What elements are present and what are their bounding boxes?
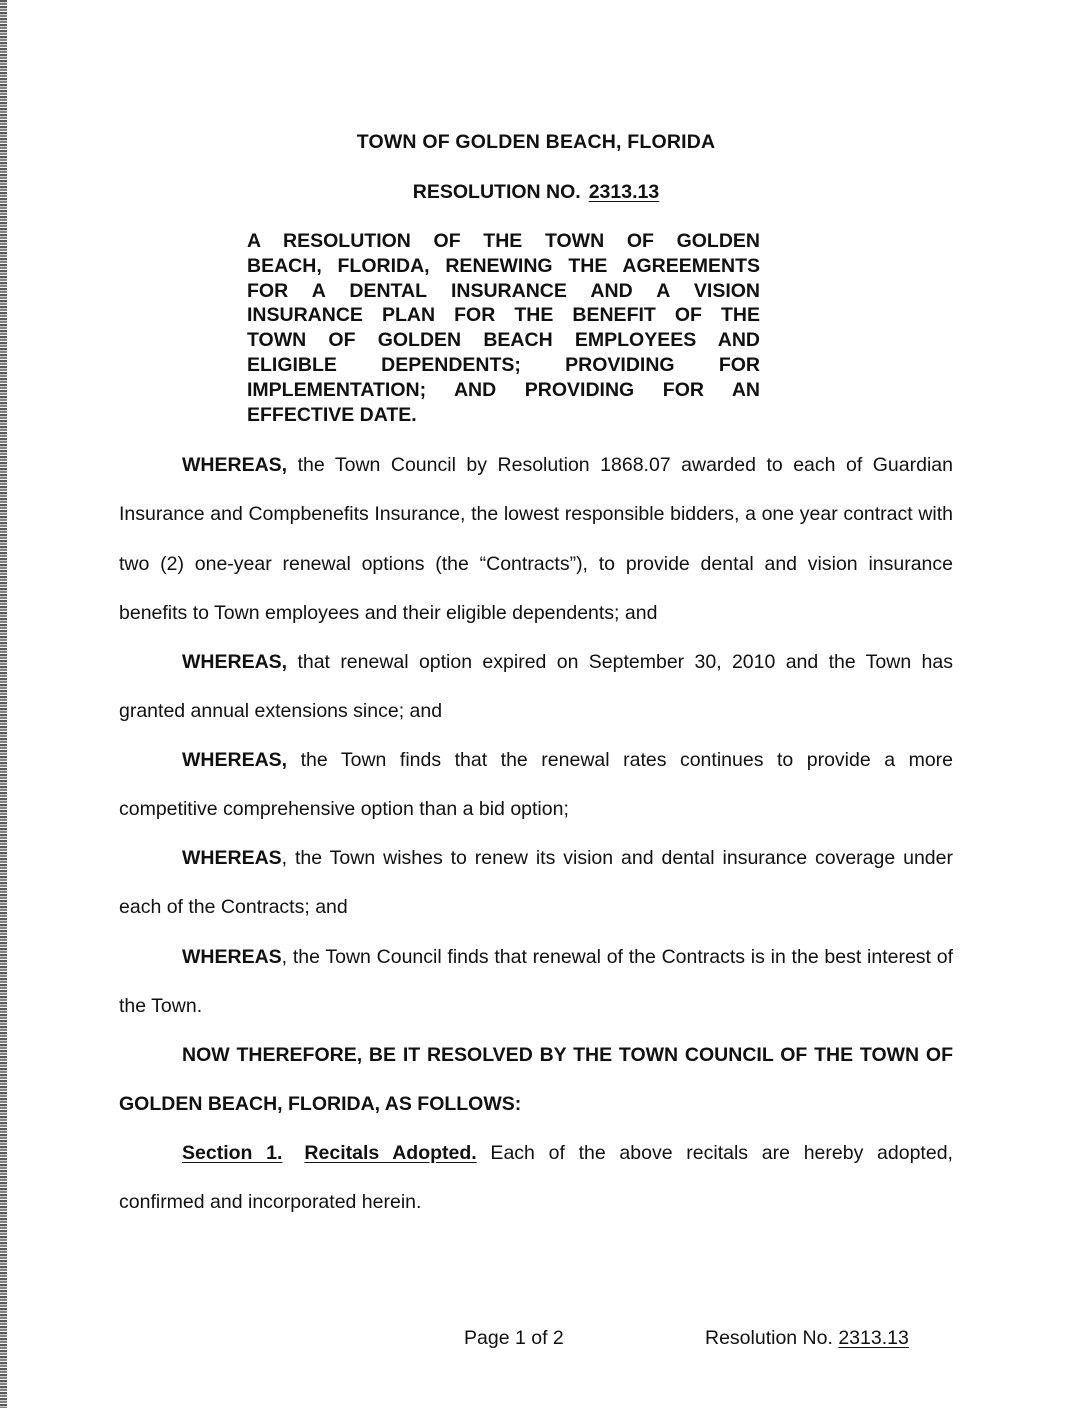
- footer-resolution-label: Resolution No.: [705, 1327, 839, 1349]
- caption-line: EFFECTIVE DATE.: [247, 403, 417, 426]
- recital-text: that renewal option expired on September 30, 2010 and the Town has granted annual extensions since; and: [119, 651, 953, 723]
- section-number: Section 1.: [182, 1142, 283, 1164]
- caption-line: TOWN OF GOLDEN BEACH EMPLOYEES AND: [247, 329, 760, 352]
- caption-line: FOR A DENTAL INSURANCE AND A VISION: [247, 279, 760, 302]
- footer-resolution-number: 2313.13: [838, 1327, 909, 1349]
- recital-lead: WHEREAS,: [182, 749, 288, 771]
- recital-text: the Town finds that the renewal rates continues to provide a more competitive comprehensive option than a bid option;: [119, 749, 953, 821]
- caption-line: BEACH, FLORIDA, RENEWING THE AGREEMENTS: [247, 254, 760, 277]
- recital-paragraph: [119, 933, 953, 1032]
- recital-lead: WHEREAS: [182, 847, 282, 869]
- section-text: Each of the above recitals are hereby adopted, confirmed and incorporated herein.: [119, 1142, 953, 1214]
- section-paragraph: [119, 1129, 953, 1228]
- resolution-caption: [247, 229, 760, 427]
- recital-paragraph: [119, 441, 953, 638]
- recital-lead: WHEREAS,: [182, 651, 288, 673]
- recital-text: the Town Council by Resolution 1868.07 awarded to each of Guardian Insurance and Compbenefits Insurance, the lowest responsible bidders, a one year contract with two (2) one-year renewal options (the “Contracts”), to provide dental and vision insurance benefits to Town employees and their eligible dependents; and: [119, 454, 953, 624]
- footer-resolution: [705, 1327, 909, 1350]
- recital-paragraph: [119, 736, 953, 835]
- resolution-label: RESOLUTION NO.: [412, 181, 581, 203]
- recital-text: , the Town wishes to renew its vision and dental insurance coverage under each of the Contracts; and: [119, 847, 953, 919]
- recital-lead: WHEREAS,: [182, 454, 288, 476]
- caption-line: INSURANCE PLAN FOR THE BENEFIT OF THE: [247, 304, 760, 327]
- caption-line: A RESOLUTION OF THE TOWN OF GOLDEN: [247, 230, 760, 252]
- resolution-number: 2313.13: [588, 181, 660, 203]
- caption-line: ELIGIBLE DEPENDENTS; PROVIDING FOR: [247, 353, 760, 376]
- resolved-clause-text: NOW THEREFORE, BE IT RESOLVED BY THE TOWN COUNCIL OF THE TOWN OF GOLDEN BEACH, FLORIDA, AS FOLLOWS:: [119, 1044, 953, 1116]
- section-heading: Recitals Adopted.: [304, 1142, 477, 1164]
- resolved-clause: [119, 1031, 953, 1130]
- recital-lead: WHEREAS: [182, 946, 282, 968]
- recital-paragraph: [119, 834, 953, 933]
- resolution-number-heading: [0, 181, 1072, 204]
- scan-edge-artifact: [0, 0, 7, 1408]
- page-number: Page 1 of 2: [464, 1327, 564, 1349]
- recital-text: , the Town Council finds that renewal of the Contracts is in the best interest of the Town.: [119, 946, 953, 1018]
- caption-line: IMPLEMENTATION; AND PROVIDING FOR AN: [247, 378, 760, 401]
- document-title: TOWN OF GOLDEN BEACH, FLORIDA: [356, 131, 716, 153]
- recital-paragraph: [119, 638, 953, 737]
